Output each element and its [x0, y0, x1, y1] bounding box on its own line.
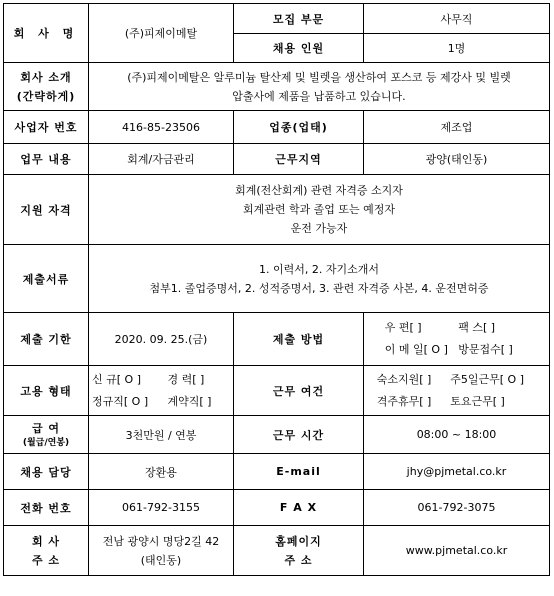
address-line2: (태인동) [140, 553, 182, 567]
qualifications-list [89, 175, 550, 245]
address-line1: 전남 광양시 명당2길 42 [102, 534, 220, 548]
qualifications-label: 지원 자격 [4, 175, 89, 245]
intro-label-line2: (간략하게) [16, 89, 76, 103]
department-label: 모집 부문 [234, 4, 364, 34]
intro-text [89, 63, 550, 111]
homepage-value: www.pjmetal.co.kr [364, 526, 550, 576]
qualification-item: 회계관련 학과 졸업 또는 예정자 [242, 203, 396, 216]
employment-contract-option: 계약직[ ] [167, 394, 212, 408]
employment-type-label: 고용 형태 [4, 366, 89, 416]
address-label-line2: 주 소 [31, 553, 61, 567]
phone-value: 061-792-3155 [89, 490, 234, 526]
submit-method-label: 제출 방법 [234, 313, 364, 366]
submit-fax-option: 팩 스[ ] [458, 321, 496, 334]
business-number-value: 416-85-23506 [89, 111, 234, 144]
homepage-label-line1: 홈페이지 [275, 534, 322, 548]
employment-regular-option: 정규직[ O ] [92, 394, 149, 408]
work-conditions-label: 근무 여건 [234, 366, 364, 416]
fax-label: F A X [234, 490, 364, 526]
documents-line2: 첨부1. 졸업증명서, 2. 성적증명서, 3. 관련 자격증 사본, 4. 운전면허증 [149, 281, 489, 295]
job-posting-form [3, 3, 550, 576]
address-label-line1: 회 사 [31, 534, 61, 548]
business-number-label: 사업자 번호 [4, 111, 89, 144]
documents-label: 제출서류 [4, 245, 89, 313]
phone-label: 전화 번호 [4, 490, 89, 526]
address-value [89, 526, 234, 576]
recruiter-label: 채용 담당 [4, 454, 89, 490]
headcount-value: 1명 [364, 34, 550, 63]
documents-line1: 1. 이력서, 2. 자기소개서 [259, 262, 379, 276]
duties-value: 회계/자금관리 [89, 144, 234, 175]
headcount-label: 채용 인원 [234, 34, 364, 63]
employment-new-option: 신 규[ O ] [92, 372, 141, 386]
company-name-value: (주)피제이메탈 [89, 4, 234, 63]
deadline-label: 제출 기한 [4, 313, 89, 366]
duties-label: 업무 내용 [4, 144, 89, 175]
condition-dorm-option: 숙소지원[ ] [376, 372, 432, 386]
submit-visit-option: 방문접수[ ] [458, 343, 513, 356]
work-conditions-options [364, 366, 550, 416]
location-label: 근무지역 [234, 144, 364, 175]
employment-type-options [89, 366, 234, 416]
condition-alt-week-option: 격주휴무[ ] [376, 394, 432, 408]
industry-label: 업종(업태) [234, 111, 364, 144]
employment-career-option: 경 력[ ] [167, 372, 205, 386]
email-label: E-mail [234, 454, 364, 490]
salary-label-line1: 급 여 [31, 421, 61, 435]
salary-label [4, 416, 89, 454]
salary-label-line2: (월급/연봉) [22, 437, 70, 448]
company-name-label: 회 사 명 [4, 4, 89, 63]
submit-method-options [364, 313, 550, 366]
documents-list [89, 245, 550, 313]
intro-line2: 압출사에 제품을 납품하고 있습니다. [232, 89, 406, 103]
recruiter-value: 장환용 [89, 454, 234, 490]
department-value: 사무직 [364, 4, 550, 34]
condition-saturday-option: 토요근무[ ] [450, 394, 505, 408]
submit-mail-option: 우 편[ ] [384, 321, 422, 334]
email-value: jhy@pjmetal.co.kr [364, 454, 550, 490]
intro-line1: (주)피제이메탈은 알루미늄 탈산제 및 빌렛을 생산하여 포스코 등 제강사 및 빌렛 [127, 70, 511, 84]
intro-label-line1: 회사 소개 [20, 70, 72, 84]
homepage-label [234, 526, 364, 576]
work-hours-label: 근무 시간 [234, 416, 364, 454]
intro-label [4, 63, 89, 111]
location-value: 광양(태인동) [364, 144, 550, 175]
condition-five-day-option: 주5일근무[ O ] [450, 372, 524, 386]
qualification-item: 운전 가능자 [290, 222, 348, 235]
work-hours-value: 08:00 ~ 18:00 [364, 416, 550, 454]
qualification-item: 회계(전산회계) 관련 자격증 소지자 [235, 184, 403, 197]
submit-email-option: 이 메 일[ O ] [384, 343, 448, 356]
homepage-label-line2: 주 소 [284, 553, 313, 567]
salary-value: 3천만원 / 연봉 [89, 416, 234, 454]
deadline-value: 2020. 09. 25.(금) [89, 313, 234, 366]
fax-value: 061-792-3075 [364, 490, 550, 526]
address-label [4, 526, 89, 576]
industry-value: 제조업 [364, 111, 550, 144]
